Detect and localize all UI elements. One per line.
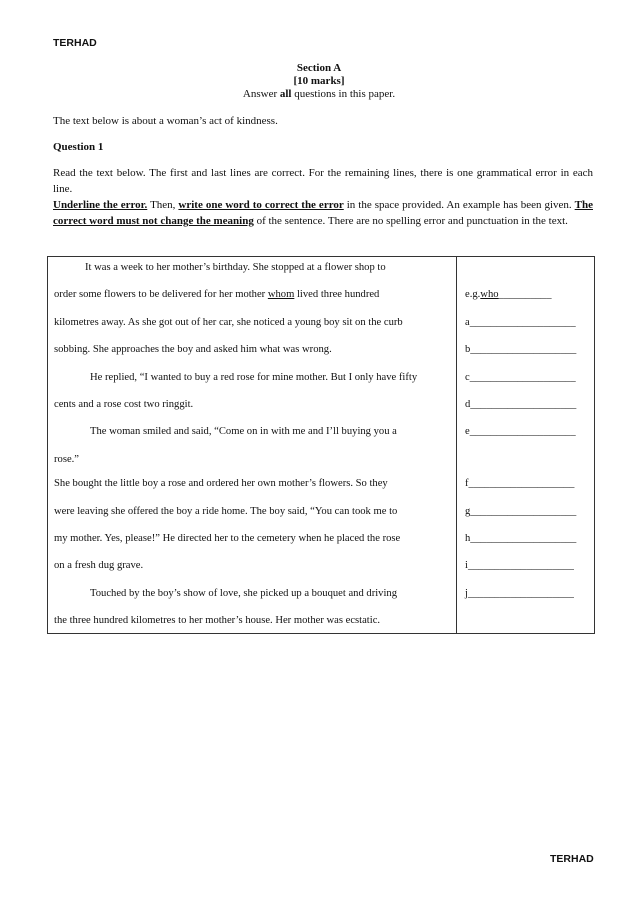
instruction-write-word: write one word to correct the error xyxy=(178,199,344,211)
passage-line: He replied, “I wanted to buy a red rose for mine mother. But I only have fifty xyxy=(90,372,418,383)
passage-line xyxy=(54,289,379,300)
passage-text: lived three hundred xyxy=(294,289,380,300)
classification-label-bottom: TERHAD xyxy=(550,853,594,865)
answer-blank-c[interactable]: c____________________ xyxy=(465,372,576,383)
passage-line: The woman smiled and said, “Come on in with me and I’ll buying you a xyxy=(90,426,397,437)
section-instruction xyxy=(0,88,638,101)
passage-line: rose.” xyxy=(54,454,79,465)
classification-label-top: TERHAD xyxy=(53,37,97,49)
intro-text: The text below is about a woman’s act of kindness. xyxy=(53,115,278,127)
passage-cell xyxy=(48,257,457,634)
instruction-underline-error: Underline the error. xyxy=(53,199,148,211)
passage-line: It was a week to her mother’s birthday. She stopped at a flower shop to xyxy=(85,262,386,273)
instruction-text: Answer xyxy=(242,88,280,100)
instruction-text: of the sentence. There are no spelling error and punctuation in the text. xyxy=(253,215,568,227)
answer-blank-e[interactable]: e____________________ xyxy=(465,426,576,437)
example-word: who xyxy=(480,289,499,300)
instruction-meaning: The correct word must not change the meaning xyxy=(53,199,593,227)
answer-blank-h[interactable]: h____________________ xyxy=(465,533,577,544)
passage-line: the three hundred kilometres to her mother’s house. Her mother was ecstatic. xyxy=(54,615,381,626)
answer-blank-a[interactable]: a____________________ xyxy=(465,317,576,328)
passage-line: were leaving she offered the boy a ride home. The boy said, “You can took me to xyxy=(54,506,398,517)
instruction-emphasis: all xyxy=(279,88,292,100)
answer-cell xyxy=(457,257,595,634)
answer-blank-b[interactable]: b____________________ xyxy=(465,344,577,355)
instruction-text: in the space provided. An example has been given. xyxy=(343,199,575,211)
section-marks: [10 marks] xyxy=(293,75,345,87)
instruction-text-end: questions in this paper. xyxy=(291,88,396,100)
answer-blank-d[interactable]: d____________________ xyxy=(465,399,577,410)
question-instruction-1: Read the text below. The first and last lines are correct. For the remaining lines, there is one grammatical error in each line. xyxy=(53,167,593,195)
passage-line: sobbing. She approaches the boy and asked him what was wrong. xyxy=(54,344,332,355)
question-table xyxy=(47,256,595,634)
passage-line: Touched by the boy’s show of love, she picked up a bouquet and driving xyxy=(90,588,398,599)
passage-line: cents and a rose cost two ringgit. xyxy=(54,399,194,410)
answer-blank-g[interactable]: g____________________ xyxy=(465,506,577,517)
passage-line: on a fresh dug grave. xyxy=(54,560,144,571)
passage-line: my mother. Yes, please!” He directed her to the cemetery when he placed the rose xyxy=(54,533,401,544)
passage-line: She bought the little boy a rose and ordered her own mother’s flowers. So they xyxy=(54,478,388,489)
question-instruction-2 xyxy=(53,197,593,229)
example-error-word: whom xyxy=(267,289,295,300)
answer-blank-j[interactable]: j____________________ xyxy=(465,588,574,599)
answer-blank-f[interactable]: f____________________ xyxy=(465,478,575,489)
question-title: Question 1 xyxy=(53,141,104,153)
instruction-text: Then, xyxy=(147,199,179,211)
answer-blank-i[interactable]: i____________________ xyxy=(465,560,574,571)
example-answer xyxy=(465,289,552,300)
passage-text: order some flowers to be delivered for her mother xyxy=(54,289,268,300)
section-title: Section A xyxy=(296,62,342,74)
example-blank: __________ xyxy=(498,289,552,300)
passage-line: kilometres away. As she got out of her car, she noticed a young boy sit on the curb xyxy=(54,317,403,328)
example-prefix: e.g. xyxy=(465,289,481,300)
